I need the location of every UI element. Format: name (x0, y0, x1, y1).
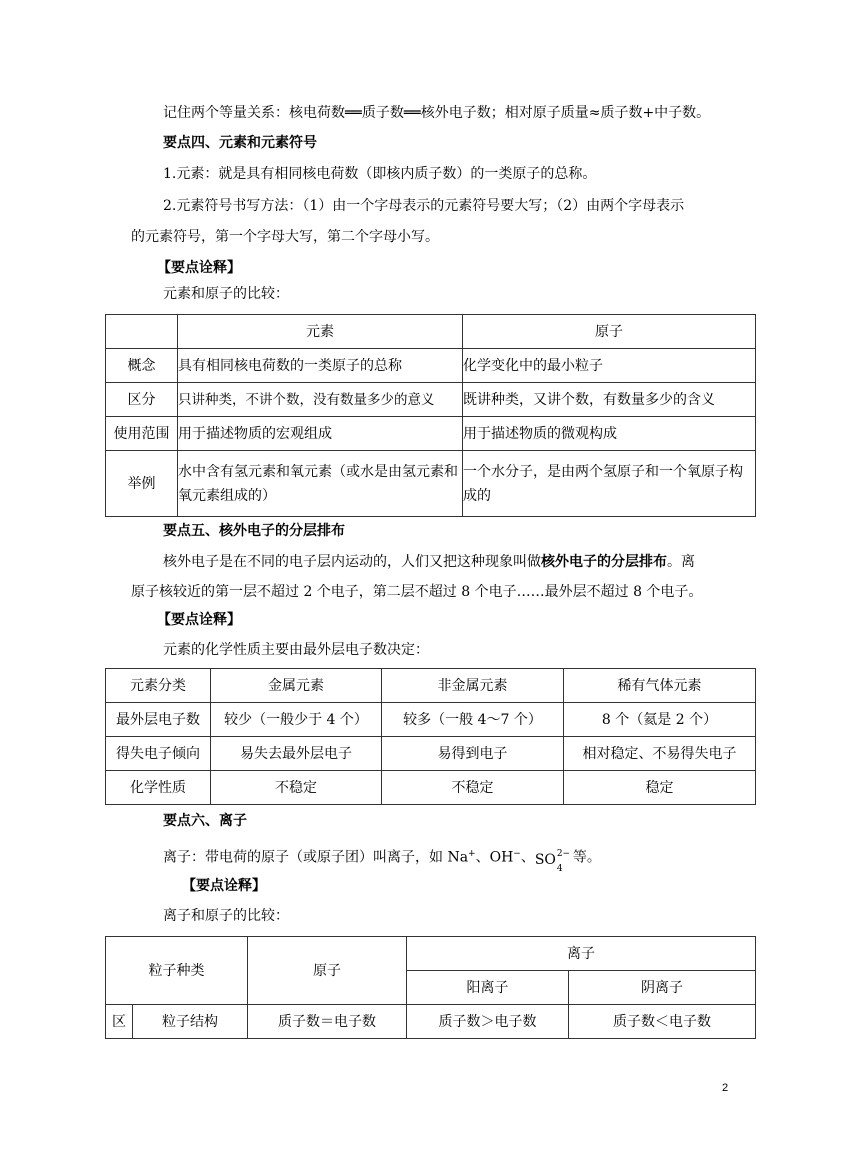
table1-cell: 只讲种类，不讲个数，没有数量多少的意义 (178, 383, 463, 417)
table1-cell: 化学变化中的最小粒子 (463, 349, 756, 383)
table1-row-label: 举例 (106, 451, 178, 517)
text: 核外电子是在不同的电子层内运动的，人们又把这种现象叫做 (163, 554, 541, 570)
table2-cell: 相对稳定、不易得失电子 (564, 737, 756, 771)
text: 离子：带电荷的原子（或原子团）叫离子，如 Na (163, 849, 469, 866)
text: 、 (520, 849, 535, 866)
table3-row-group: 区 (106, 1005, 133, 1039)
table3-row-label: 粒子结构 (133, 1005, 248, 1039)
paragraph-symbol-rule-line2: 的元素符号，第一个字母大写，第二个字母小写。 (131, 229, 439, 245)
table3-cell-atom: 质子数＝电子数 (248, 1005, 407, 1039)
bold-term: 核外电子的分层排布 (541, 554, 667, 570)
ion-atom-comparison-table (105, 936, 756, 1039)
table2-header: 非金属元素 (382, 669, 564, 703)
text: 。离 (667, 554, 695, 570)
table3-header-anion: 阴离子 (569, 971, 756, 1005)
table2-cell: 稳定 (564, 771, 756, 805)
table1-cell: 水中含有氢元素和氧元素（或水是由氢元素和氧元素组成的） (178, 451, 463, 517)
note-heading-3: 【要点诠释】 (182, 878, 266, 894)
table2-cell: 不稳定 (382, 771, 564, 805)
table1-caption: 元素和原子的比较： (163, 286, 289, 302)
element-classification-table (105, 668, 756, 805)
table1-cell: 一个水分子，是由两个氢原子和一个氧原子构成的 (463, 451, 756, 517)
sulfate-charge (556, 848, 573, 874)
formula-base: SO (534, 851, 556, 868)
table2-cell: 不稳定 (211, 771, 382, 805)
table2-cell: 较多（一般 4～7 个） (382, 703, 564, 737)
element-atom-comparison-table (105, 314, 756, 517)
table2-caption: 元素的化学性质主要由最外层电子数决定： (163, 642, 429, 658)
sulfate-formula (535, 848, 557, 868)
table3-cell-cation: 质子数＞电子数 (407, 1005, 569, 1039)
note-heading-1: 【要点诠释】 (157, 260, 241, 276)
table3-header-ion: 离子 (407, 937, 756, 971)
table1-row-label: 使用范围 (106, 417, 178, 451)
table2-header: 稀有气体元素 (564, 669, 756, 703)
page-number: 2 (722, 1082, 729, 1094)
table2-cell: 8 个（氦是 2 个） (564, 703, 756, 737)
section-heading-4: 要点四、元素和元素符号 (163, 135, 317, 151)
table2-cell: 较少（一般少于 4 个） (211, 703, 382, 737)
table1-header-element: 元素 (178, 315, 463, 349)
table2-row-label: 得失电子倾向 (106, 737, 211, 771)
table3-cell-anion: 质子数＜电子数 (569, 1005, 756, 1039)
paragraph-symbol-rule-line1: 2.元素符号书写方法：（1）由一个字母表示的元素符号要大写；（2）由两个字母表示 (163, 198, 685, 214)
paragraph-equal-relations: 记住两个等量关系：核电荷数══质子数══核外电子数；相对原子质量≈质子数+中子数。 (163, 105, 711, 121)
formula-subscript: 4 (556, 863, 563, 874)
table2-row-label: 化学性质 (106, 771, 211, 805)
table1-row-label: 区分 (106, 383, 178, 417)
paragraph-ion-definition (163, 844, 601, 874)
table1-cell: 用于描述物质的微观构成 (463, 417, 756, 451)
table1-cell: 用于描述物质的宏观组成 (178, 417, 463, 451)
table1-header-atom: 原子 (463, 315, 756, 349)
section-heading-6: 要点六、离子 (163, 813, 247, 829)
paragraph-electron-layers-line1 (163, 552, 695, 572)
text: 等。 (572, 849, 601, 866)
note-heading-2: 【要点诠释】 (157, 612, 241, 628)
table2-cell: 易失去最外层电子 (211, 737, 382, 771)
paragraph-element-definition: 1.元素：就是具有相同核电荷数（即核内质子数）的一类原子的总称。 (163, 166, 597, 182)
table2-header: 元素分类 (106, 669, 211, 703)
table1-cell: 具有相同核电荷数的一类原子的总称 (178, 349, 463, 383)
table2-cell: 易得到电子 (382, 737, 564, 771)
table3-header-kind: 粒子种类 (106, 937, 248, 1005)
table2-row-label: 最外层电子数 (106, 703, 211, 737)
superscript: − (513, 849, 521, 859)
table1-cell: 既讲种类，又讲个数，有数量多少的含义 (463, 383, 756, 417)
section-heading-5: 要点五、核外电子的分层排布 (163, 523, 345, 539)
text: 、OH (475, 849, 514, 866)
table3-header-atom: 原子 (248, 937, 407, 1005)
table1-corner (106, 315, 178, 349)
table2-header: 金属元素 (211, 669, 382, 703)
table3-caption: 离子和原子的比较： (163, 908, 289, 924)
superscript: + (468, 849, 476, 859)
paragraph-electron-layers-line2: 原子核较近的第一层不超过 2 个电子，第二层不超过 8 个电子……最外层不超过 8 个电子。 (131, 584, 703, 600)
table1-row-label: 概念 (106, 349, 178, 383)
formula-charge: 2− (556, 848, 571, 859)
table3-header-cation: 阳离子 (407, 971, 569, 1005)
